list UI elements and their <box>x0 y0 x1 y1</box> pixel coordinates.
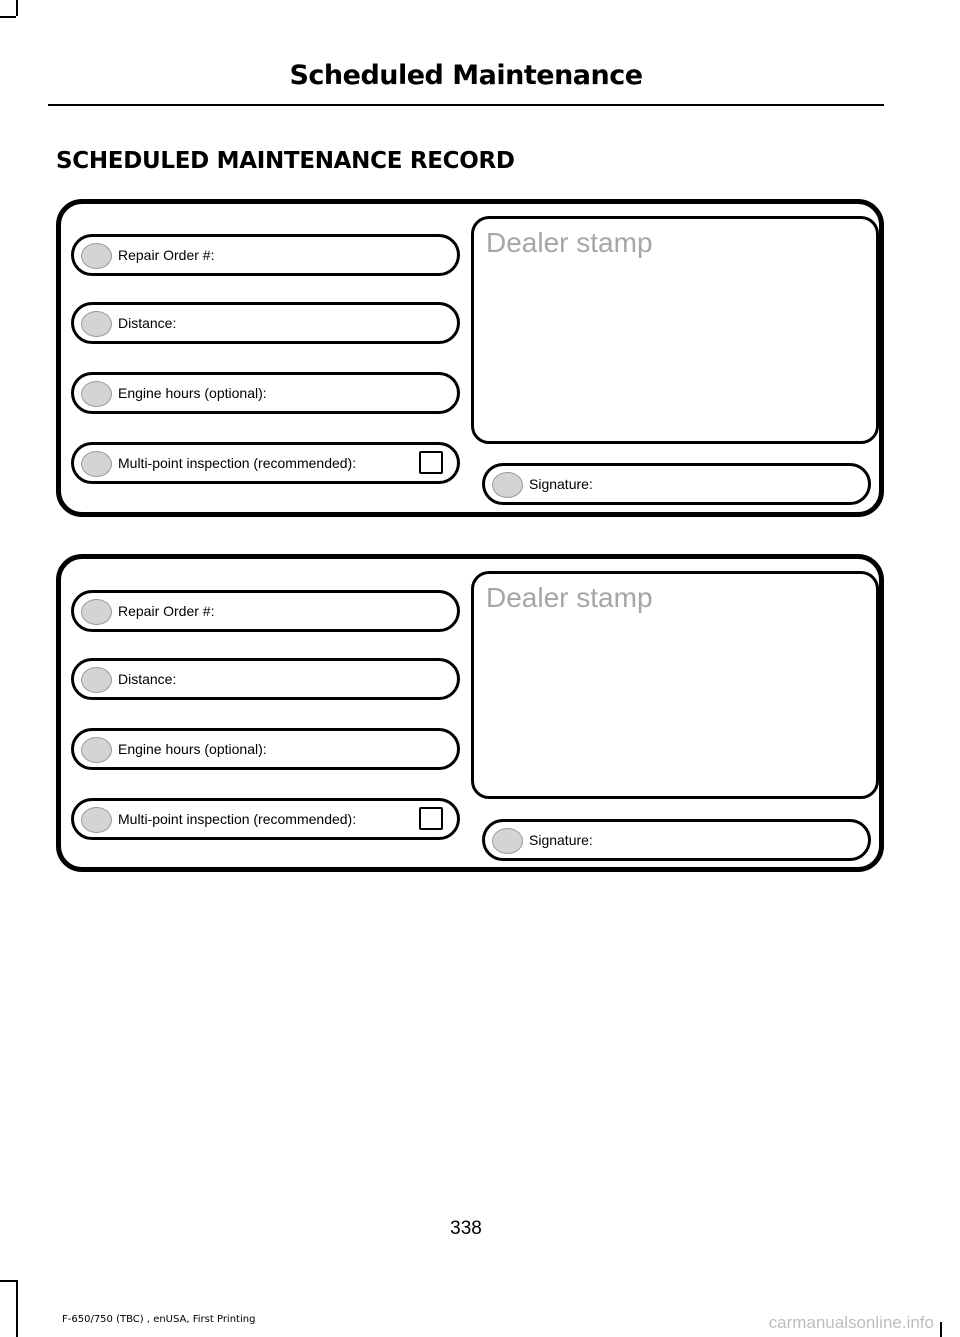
page-title: Scheduled Maintenance <box>289 60 643 91</box>
bullet-icon <box>81 311 112 337</box>
bullet-icon <box>81 667 112 693</box>
multipoint-inspection-field <box>71 798 460 840</box>
engine-hours-field[interactable] <box>71 372 460 414</box>
bullet-icon <box>81 243 112 269</box>
crop-mark <box>940 1322 942 1337</box>
repair-order-field[interactable] <box>71 590 460 632</box>
crop-mark <box>16 0 18 16</box>
crop-mark <box>16 1280 18 1337</box>
printing-info: F-650/750 (TBC) , enUSA, First Printing <box>62 1314 256 1325</box>
bullet-icon <box>81 599 112 625</box>
dealer-stamp-area <box>471 571 879 799</box>
maintenance-record <box>56 199 884 517</box>
repair-order-label: Repair Order #: <box>118 247 215 263</box>
engine-hours-label: Engine hours (optional): <box>118 741 267 757</box>
header-divider <box>48 104 884 106</box>
distance-field[interactable] <box>71 658 460 700</box>
watermark: carmanualsonline.info <box>768 1313 934 1332</box>
maintenance-record <box>56 554 884 872</box>
bullet-icon <box>81 807 112 833</box>
multipoint-inspection-checkbox[interactable] <box>419 451 443 474</box>
section-title: SCHEDULED MAINTENANCE RECORD <box>56 148 515 174</box>
dealer-stamp-label: Dealer stamp <box>486 582 653 613</box>
multipoint-inspection-label: Multi-point inspection (recommended): <box>118 811 357 827</box>
page-number: 338 <box>450 1218 482 1239</box>
crop-mark <box>0 1280 16 1282</box>
multipoint-inspection-checkbox[interactable] <box>419 807 443 830</box>
signature-field[interactable] <box>482 819 871 861</box>
bullet-icon <box>81 381 112 407</box>
bullet-icon <box>81 451 112 477</box>
multipoint-inspection-label: Multi-point inspection (recommended): <box>118 455 357 471</box>
bullet-icon <box>492 472 523 498</box>
distance-label: Distance: <box>118 315 177 331</box>
repair-order-label: Repair Order #: <box>118 603 215 619</box>
distance-field[interactable] <box>71 302 460 344</box>
signature-label: Signature: <box>529 476 593 492</box>
signature-label: Signature: <box>529 832 593 848</box>
signature-field[interactable] <box>482 463 871 505</box>
distance-label: Distance: <box>118 671 177 687</box>
bullet-icon <box>81 737 112 763</box>
engine-hours-label: Engine hours (optional): <box>118 385 267 401</box>
crop-mark <box>0 16 16 18</box>
dealer-stamp-label: Dealer stamp <box>486 227 653 258</box>
engine-hours-field[interactable] <box>71 728 460 770</box>
dealer-stamp-area <box>471 216 879 444</box>
multipoint-inspection-field <box>71 442 460 484</box>
repair-order-field[interactable] <box>71 234 460 276</box>
bullet-icon <box>492 828 523 854</box>
